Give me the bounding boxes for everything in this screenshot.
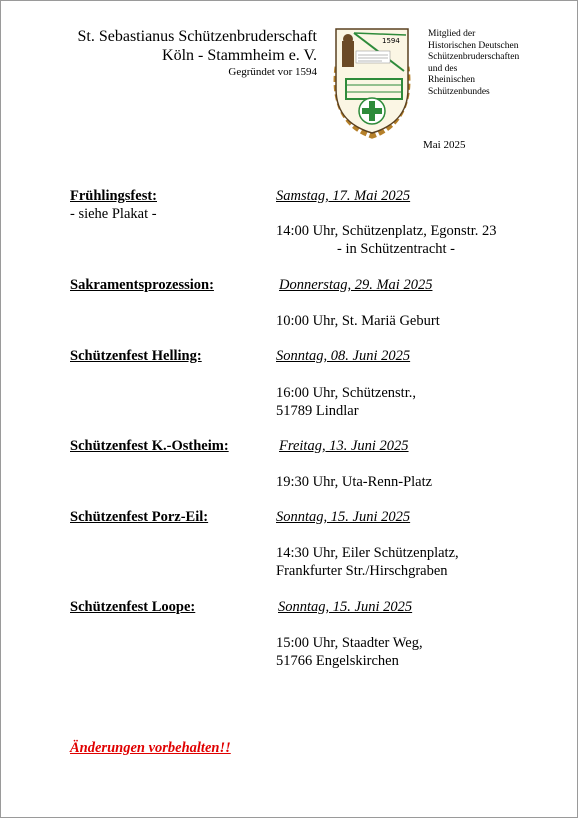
event-name: Frühlingsfest:	[70, 188, 157, 204]
org-location: Köln - Stammheim e. V.	[162, 47, 317, 64]
event-date: Sonntag, 15. Juni 2025	[278, 599, 413, 615]
event-info: 14:00 Uhr, Schützenplatz, Egonstr. 23	[276, 223, 497, 239]
founded-text: Gegründet vor 1594	[228, 66, 317, 78]
event-subnote: - siehe Plakat -	[70, 206, 157, 222]
logo-year: 1594	[382, 37, 400, 45]
event-date: Samstag, 17. Mai 2025	[276, 188, 411, 204]
org-name: St. Sebastianus Schützenbruderschaft	[77, 28, 317, 45]
organization-header	[78, 27, 318, 79]
changes-reserved-note: Änderungen vorbehalten!!	[70, 740, 231, 756]
event-info: 51789 Lindlar	[276, 403, 359, 419]
event-info: 16:00 Uhr, Schützenstr.,	[276, 385, 416, 401]
event-info: 14:30 Uhr, Eiler Schützenplatz,	[276, 545, 459, 561]
event-date: Donnerstag, 29. Mai 2025	[279, 277, 433, 293]
event-date: Sonntag, 15. Juni 2025	[276, 509, 411, 525]
brotherhood-crest-logo	[332, 27, 412, 139]
event-date: Freitag, 13. Juni 2025	[279, 438, 409, 454]
event-name: Schützenfest Loope:	[70, 599, 196, 615]
membership-note: Mitglied der Historischen Deutschen Schützenbruderschaften und des Rheinischen Schützenbundes	[428, 29, 520, 97]
event-name: Sakramentsprozession:	[70, 277, 214, 293]
event-name: Schützenfest K.-Ostheim:	[70, 438, 229, 454]
event-name: Schützenfest Helling:	[70, 348, 202, 364]
issue-date: Mai 2025	[423, 139, 466, 151]
event-info: 10:00 Uhr, St. Mariä Geburt	[276, 313, 440, 329]
event-info: 15:00 Uhr, Staadter Weg,	[276, 635, 423, 651]
event-info: 19:30 Uhr, Uta-Renn-Platz	[276, 474, 433, 490]
event-info: 51766 Engelskirchen	[276, 653, 399, 669]
event-info: Frankfurter Str./Hirschgraben	[276, 563, 448, 579]
event-info: - in Schützentracht -	[337, 241, 455, 257]
event-name: Schützenfest Porz-Eil:	[70, 509, 209, 525]
event-date: Sonntag, 08. Juni 2025	[276, 348, 411, 364]
